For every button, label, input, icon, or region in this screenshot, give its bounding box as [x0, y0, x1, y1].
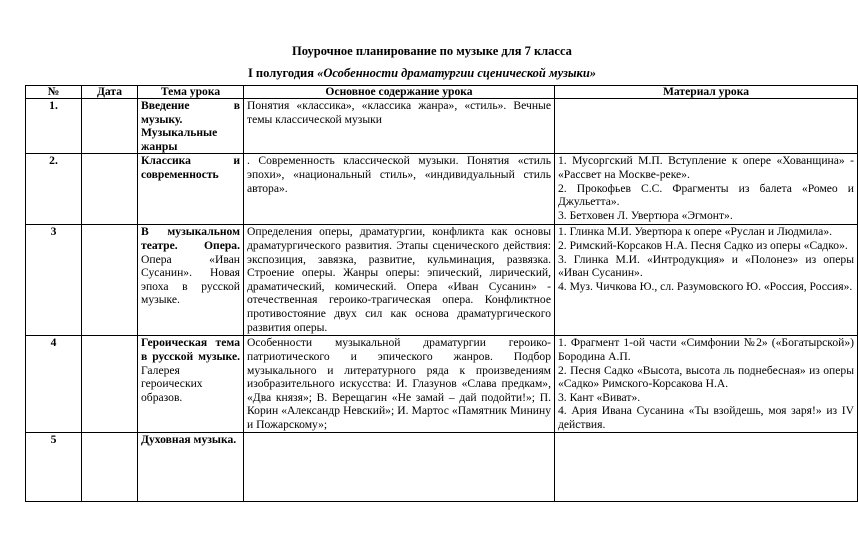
- material-item: 1. Фрагмент 1-ой части «Симфонии №2» («Богатырской») Бородина А.П.: [558, 336, 854, 363]
- table-header-row: [26, 86, 858, 99]
- lesson-number: 4: [26, 336, 82, 433]
- lesson-material: [555, 225, 858, 336]
- column-header-material: Материал урока: [555, 86, 858, 99]
- table-row: [26, 154, 858, 225]
- lesson-number: 2.: [26, 154, 82, 225]
- lesson-plan-table: [25, 85, 858, 502]
- lesson-content: Понятия «классика», «классика жанра», «стиль». Вечные темы классической музыки: [244, 99, 555, 154]
- column-header-topic: Тема урока: [138, 86, 244, 99]
- lesson-topic-bold: Духовная музыка.: [141, 433, 237, 447]
- lesson-content: Определения оперы, драматургии, конфликта как основы драматургического развития. Этапы сценического действия: экспозиция, завязка, развитие, кульминация, развязка. Строение оперы. Жанры оперы: эпический, лирический, драматический, комический. Опера «Иван Сусанин» - отечественная героико-трагическая опера. Конфликтное противостояние двух сил как основа драматургического развития оперы.: [244, 225, 555, 336]
- column-header-content: Основное содержание урока: [244, 86, 555, 99]
- lesson-topic-plain: Опера «Иван Сусанин». Новая эпоха в русской музыке.: [141, 252, 240, 307]
- lesson-topic: [138, 336, 244, 433]
- lesson-topic: [138, 433, 244, 502]
- material-item: 2. Римский-Корсаков Н.А. Песня Садко из оперы «Садко».: [558, 238, 848, 252]
- material-item: 1. Мусоргский М.П. Вступление к опере «Хованщина» - «Рассвет на Москве-реке».: [558, 154, 854, 181]
- lesson-content: . Современность классической музыки. Понятия «стиль эпохи», «национальный стиль», «индивидуальный стиль автора».: [244, 154, 555, 225]
- lesson-topic-bold: Введение в музыку. Музыкальные жанры: [141, 99, 240, 153]
- lesson-material: [555, 433, 858, 502]
- document-subtitle: [14, 66, 830, 81]
- lesson-topic: [138, 99, 244, 154]
- table-row: [26, 336, 858, 433]
- lesson-date: [82, 433, 138, 502]
- document-title: Поурочное планирование по музыке для 7 класса: [292, 44, 572, 58]
- lesson-topic-bold: Классика и современность: [141, 154, 240, 181]
- subtitle-prefix: I полугодия: [247, 66, 315, 80]
- column-header-date: Дата: [82, 86, 138, 99]
- lesson-topic-plain: Галерея героических образов.: [141, 363, 203, 404]
- lesson-content: [244, 433, 555, 502]
- table-row: [26, 99, 858, 154]
- lesson-content: Особенности музыкальной драматургии героико-патриотического и эпического жанров. Подбор музыкального и литературного ряда к произведениям изобразительного искусства: И. Глазунов «Слава предкам», «Два князя»; В. Верещагин «Не замай – дай подойти!»; П. Корин «Александр Невский»; И. Мартос «Памятник Минину и Пожарскому»;: [244, 336, 555, 433]
- lesson-number: 5: [26, 433, 82, 502]
- material-item: 4. Муз. Чичкова Ю., сл. Разумовского Ю. «Россия, Россия».: [558, 279, 853, 293]
- lesson-topic-bold: В музыкальном театре. Опера.: [141, 225, 240, 252]
- lesson-topic: [138, 154, 244, 225]
- material-item: 2. Прокофьев С.С. Фрагменты из балета «Ромео и Джульетта».: [558, 181, 854, 209]
- lesson-topic-bold: Героическая тема в русской музыке.: [141, 336, 240, 363]
- table-row: [26, 433, 858, 502]
- material-item: 2. Песня Садко «Высота, высота ль поднебесная» из оперы «Садко» Римского-Корсакова Н.А.: [558, 363, 854, 391]
- material-item: 3. Бетховен Л. Увертюра «Эгмонт».: [558, 208, 733, 222]
- material-item: 3. Глинка М.И. «Интродукция» и «Полонез» из оперы «Иван Сусанин».: [558, 252, 854, 280]
- lesson-date: [82, 225, 138, 336]
- lesson-number: 3: [26, 225, 82, 336]
- material-item: 3. Кант «Виват».: [558, 390, 641, 404]
- material-item: 1. Глинка М.И. Увертюра к опере «Руслан и Людмила».: [558, 225, 833, 239]
- lesson-material: [555, 154, 858, 225]
- column-header-number: №: [26, 86, 82, 99]
- lesson-date: [82, 154, 138, 225]
- lesson-number: 1.: [26, 99, 82, 154]
- lesson-date: [82, 99, 138, 154]
- lesson-material: [555, 336, 858, 433]
- lesson-topic: [138, 225, 244, 336]
- lesson-material: [555, 99, 858, 154]
- table-row: [26, 225, 858, 336]
- subtitle-topic: «Особенности драматургии сценической музыки»: [317, 66, 597, 80]
- lesson-date: [82, 336, 138, 433]
- material-item: 4. Ария Ивана Сусанина «Ты взойдешь, моя заря!» из IV действия.: [558, 404, 854, 431]
